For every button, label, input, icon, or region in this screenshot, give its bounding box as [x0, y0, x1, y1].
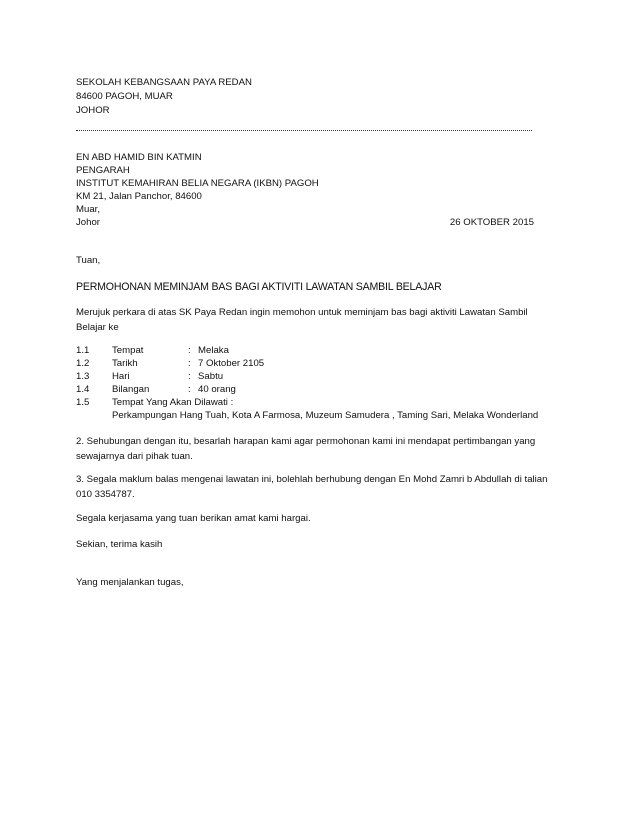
item-colon: : [188, 345, 191, 356]
item-label: Bilangan [112, 384, 150, 395]
closing-signoff: Yang menjalankan tugas, [76, 577, 184, 588]
item-colon: : [188, 384, 191, 395]
letter-date: 26 OKTOBER 2015 [449, 217, 534, 228]
item-label: Hari [112, 371, 130, 382]
item-value: 40 orang [198, 384, 236, 395]
item-value: Perkampungan Hang Tuah, Kota A Farmosa, Muzeum Samudera , Taming Sari, Melaka Wonderland [112, 410, 539, 421]
recipient-institute: INSTITUT KEMAHIRAN BELIA NEGARA (IKBN) PAGOH [76, 178, 319, 189]
item-value: Sabtu [198, 371, 224, 382]
item-value: Melaka [198, 345, 229, 356]
item-value: 7 Oktober 2105 [198, 358, 265, 369]
item-number: 1.4 [76, 384, 90, 395]
salutation: Tuan, [76, 255, 101, 266]
paragraph-3: 3. Segala maklum balas mengenai lawatan ini, bolehlah berhubung dengan En Mohd Zamri b Abdullah di talian 010 3354787. [76, 474, 548, 500]
sender-school: SEKOLAH KEBANGSAAN PAYA REDAN [76, 77, 252, 88]
paragraph-2: 2. Sehubungan dengan itu, besarlah harapan kami agar permohonan kami ini mendapat pertimbangan yang sewajarnya dari pihak tuan. [76, 436, 536, 462]
item-colon: : [188, 358, 191, 369]
item-number: 1.1 [76, 345, 90, 356]
recipient-name: EN ABD HAMID BIN KATMIN [76, 152, 202, 163]
item-colon: : [188, 371, 191, 382]
separator-dotted-line [76, 128, 532, 131]
item-number: 1.5 [76, 397, 90, 408]
intro-paragraph: Merujuk perkara di atas SK Paya Redan ingin memohon untuk meminjam bas bagi aktiviti Lawatan Sambil Belajar ke [76, 307, 528, 333]
item-number: 1.2 [76, 358, 90, 369]
letter-subject: PERMOHONAN MEMINJAM BAS BAGI AKTIVITI LAWATAN SAMBIL BELAJAR [76, 281, 442, 293]
closing-regards: Sekian, terima kasih [76, 539, 163, 550]
recipient-state: Johor [76, 217, 100, 228]
recipient-title: PENGARAH [76, 165, 130, 176]
item-label: Tempat [112, 345, 144, 356]
item-label: Tarikh [112, 358, 138, 369]
item-label: Tempat Yang Akan Dilawati : [112, 397, 234, 408]
closing-thanks: Segala kerjasama yang tuan berikan amat kami hargai. [76, 513, 311, 524]
item-number: 1.3 [76, 371, 90, 382]
recipient-city: Muar, [76, 204, 100, 215]
recipient-address: KM 21, Jalan Panchor, 84600 [76, 191, 202, 202]
sender-postcode-city: 84600 PAGOH, MUAR [76, 91, 173, 102]
sender-state: JOHOR [76, 105, 110, 116]
